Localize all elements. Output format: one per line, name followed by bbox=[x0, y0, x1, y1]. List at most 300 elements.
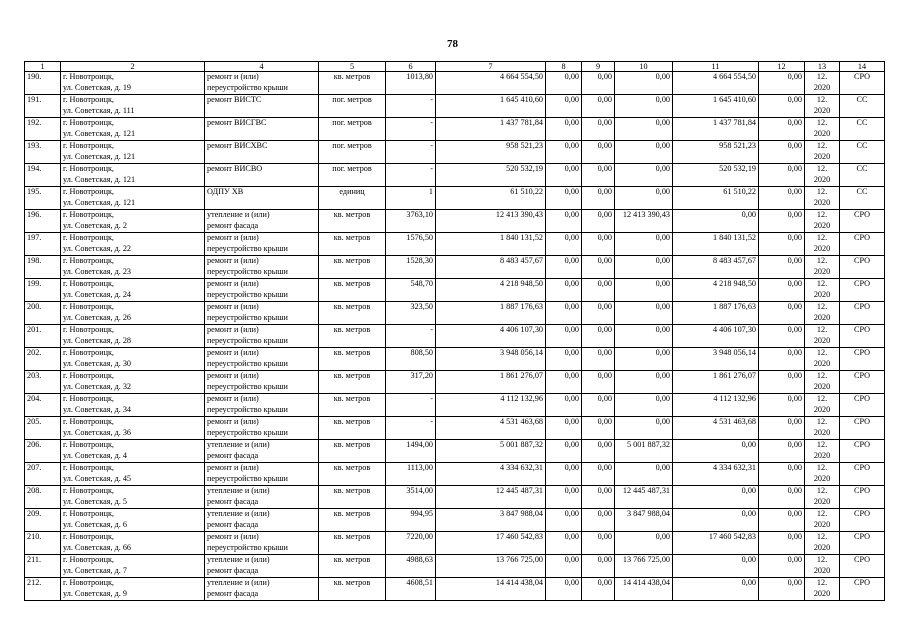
row-number-cell: 199. bbox=[25, 279, 61, 302]
fund-method-cell: СРО bbox=[840, 486, 885, 509]
deadline-cell: 12. 2020 bbox=[805, 371, 840, 394]
col-11-cell: 8 483 457,67 bbox=[673, 256, 759, 279]
work-type-cell: ремонт и (или) переустройство крыши bbox=[205, 394, 319, 417]
total-cost-cell: 1 887 176,63 bbox=[436, 302, 546, 325]
col-8-cell: 0,00 bbox=[546, 279, 582, 302]
col-10-cell: 0,00 bbox=[615, 302, 673, 325]
col-11-cell: 1 437 781,84 bbox=[673, 118, 759, 141]
fund-method-cell: СС bbox=[840, 95, 885, 118]
col-11-cell: 4 112 132,96 bbox=[673, 394, 759, 417]
quantity-cell: - bbox=[386, 95, 436, 118]
column-header-9: 9 bbox=[582, 62, 615, 72]
col-9-cell: 0,00 bbox=[582, 509, 615, 532]
table-row bbox=[25, 164, 885, 187]
col-12-cell: 0,00 bbox=[759, 256, 805, 279]
work-type-cell: ремонт ВИСВО bbox=[205, 164, 319, 187]
col-8-cell: 0,00 bbox=[546, 141, 582, 164]
fund-method-cell: СРО bbox=[840, 325, 885, 348]
col-9-cell: 0,00 bbox=[582, 394, 615, 417]
unit-cell: кв. метров bbox=[319, 555, 386, 578]
column-header-2: 2 bbox=[61, 62, 205, 72]
quantity-cell: 4988,63 bbox=[386, 555, 436, 578]
unit-cell: кв. метров bbox=[319, 578, 386, 601]
col-12-cell: 0,00 bbox=[759, 141, 805, 164]
quantity-cell: 1576,50 bbox=[386, 233, 436, 256]
unit-cell: кв. метров bbox=[319, 371, 386, 394]
work-type-cell: ремонт и (или) переустройство крыши bbox=[205, 348, 319, 371]
deadline-cell: 12. 2020 bbox=[805, 256, 840, 279]
table-row bbox=[25, 210, 885, 233]
total-cost-cell: 4 334 632,31 bbox=[436, 463, 546, 486]
unit-cell: пог. метров bbox=[319, 141, 386, 164]
row-number-cell: 211. bbox=[25, 555, 61, 578]
table-row bbox=[25, 279, 885, 302]
table-row bbox=[25, 256, 885, 279]
deadline-cell: 12. 2020 bbox=[805, 233, 840, 256]
col-9-cell: 0,00 bbox=[582, 72, 615, 95]
col-8-cell: 0,00 bbox=[546, 348, 582, 371]
address-cell: г. Новотроицк, ул. Советская, д. 32 bbox=[61, 371, 205, 394]
col-9-cell: 0,00 bbox=[582, 486, 615, 509]
total-cost-cell: 12 445 487,31 bbox=[436, 486, 546, 509]
col-9-cell: 0,00 bbox=[582, 578, 615, 601]
fund-method-cell: СС bbox=[840, 141, 885, 164]
deadline-cell: 12. 2020 bbox=[805, 302, 840, 325]
col-8-cell: 0,00 bbox=[546, 233, 582, 256]
work-type-cell: ремонт и (или) переустройство крыши bbox=[205, 279, 319, 302]
col-10-cell: 0,00 bbox=[615, 279, 673, 302]
column-header-1: 1 bbox=[25, 62, 61, 72]
col-9-cell: 0,00 bbox=[582, 233, 615, 256]
col-12-cell: 0,00 bbox=[759, 463, 805, 486]
column-header-7: 7 bbox=[436, 62, 546, 72]
fund-method-cell: СРО bbox=[840, 555, 885, 578]
row-number-cell: 198. bbox=[25, 256, 61, 279]
col-11-cell: 1 645 410,60 bbox=[673, 95, 759, 118]
col-8-cell: 0,00 bbox=[546, 555, 582, 578]
address-cell: г. Новотроицк, ул. Советская, д. 30 bbox=[61, 348, 205, 371]
fund-method-cell: СРО bbox=[840, 509, 885, 532]
col-11-cell: 0,00 bbox=[673, 578, 759, 601]
col-11-cell: 4 531 463,68 bbox=[673, 417, 759, 440]
col-10-cell: 0,00 bbox=[615, 325, 673, 348]
col-10-cell: 0,00 bbox=[615, 417, 673, 440]
col-11-cell: 1 887 176,63 bbox=[673, 302, 759, 325]
total-cost-cell: 4 664 554,50 bbox=[436, 72, 546, 95]
total-cost-cell: 17 460 542,83 bbox=[436, 532, 546, 555]
col-11-cell: 0,00 bbox=[673, 555, 759, 578]
col-10-cell: 0,00 bbox=[615, 187, 673, 210]
col-10-cell: 3 847 988,04 bbox=[615, 509, 673, 532]
column-number-header bbox=[25, 62, 885, 72]
work-type-cell: ремонт ВИСХВС bbox=[205, 141, 319, 164]
work-type-cell: утепление и (или) ремонт фасада bbox=[205, 509, 319, 532]
work-type-cell: ремонт и (или) переустройство крыши bbox=[205, 302, 319, 325]
address-cell: г. Новотроицк, ул. Советская, д. 66 bbox=[61, 532, 205, 555]
address-cell: г. Новотроицк, ул. Советская, д. 36 bbox=[61, 417, 205, 440]
col-8-cell: 0,00 bbox=[546, 463, 582, 486]
unit-cell: пог. метров bbox=[319, 95, 386, 118]
col-8-cell: 0,00 bbox=[546, 394, 582, 417]
total-cost-cell: 4 531 463,68 bbox=[436, 417, 546, 440]
col-11-cell: 4 664 554,50 bbox=[673, 72, 759, 95]
unit-cell: кв. метров bbox=[319, 72, 386, 95]
row-number-cell: 202. bbox=[25, 348, 61, 371]
row-number-cell: 204. bbox=[25, 394, 61, 417]
col-12-cell: 0,00 bbox=[759, 394, 805, 417]
table-row bbox=[25, 509, 885, 532]
column-header-13: 13 bbox=[805, 62, 840, 72]
work-type-cell: ремонт и (или) переустройство крыши bbox=[205, 233, 319, 256]
col-9-cell: 0,00 bbox=[582, 95, 615, 118]
col-12-cell: 0,00 bbox=[759, 325, 805, 348]
address-cell: г. Новотроицк, ул. Советская, д. 26 bbox=[61, 302, 205, 325]
fund-method-cell: СРО bbox=[840, 348, 885, 371]
fund-method-cell: СС bbox=[840, 187, 885, 210]
deadline-cell: 12. 2020 bbox=[805, 486, 840, 509]
work-type-cell: ОДПУ ХВ bbox=[205, 187, 319, 210]
work-type-cell: ремонт и (или) переустройство крыши bbox=[205, 532, 319, 555]
total-cost-cell: 12 413 390,43 bbox=[436, 210, 546, 233]
col-9-cell: 0,00 bbox=[582, 256, 615, 279]
col-8-cell: 0,00 bbox=[546, 532, 582, 555]
col-8-cell: 0,00 bbox=[546, 486, 582, 509]
work-type-cell: ремонт ВИСТС bbox=[205, 95, 319, 118]
col-9-cell: 0,00 bbox=[582, 210, 615, 233]
unit-cell: кв. метров bbox=[319, 210, 386, 233]
deadline-cell: 12. 2020 bbox=[805, 348, 840, 371]
work-type-cell: ремонт и (или) переустройство крыши bbox=[205, 72, 319, 95]
col-8-cell: 0,00 bbox=[546, 95, 582, 118]
address-cell: г. Новотроицк, ул. Советская, д. 19 bbox=[61, 72, 205, 95]
work-type-cell: ремонт и (или) переустройство крыши bbox=[205, 417, 319, 440]
total-cost-cell: 520 532,19 bbox=[436, 164, 546, 187]
quantity-cell: 1013,80 bbox=[386, 72, 436, 95]
total-cost-cell: 14 414 438,04 bbox=[436, 578, 546, 601]
address-cell: г. Новотроицк, ул. Советская, д. 121 bbox=[61, 141, 205, 164]
table-row bbox=[25, 371, 885, 394]
address-cell: г. Новотроицк, ул. Советская, д. 7 bbox=[61, 555, 205, 578]
unit-cell: пог. метров bbox=[319, 164, 386, 187]
address-cell: г. Новотроицк, ул. Советская, д. 2 bbox=[61, 210, 205, 233]
col-11-cell: 520 532,19 bbox=[673, 164, 759, 187]
col-11-cell: 0,00 bbox=[673, 486, 759, 509]
table-row bbox=[25, 578, 885, 601]
quantity-cell: 1528,30 bbox=[386, 256, 436, 279]
table-row bbox=[25, 302, 885, 325]
row-number-cell: 200. bbox=[25, 302, 61, 325]
col-12-cell: 0,00 bbox=[759, 509, 805, 532]
col-12-cell: 0,00 bbox=[759, 95, 805, 118]
col-10-cell: 0,00 bbox=[615, 72, 673, 95]
work-type-cell: ремонт и (или) переустройство крыши bbox=[205, 371, 319, 394]
quantity-cell: 1 bbox=[386, 187, 436, 210]
col-8-cell: 0,00 bbox=[546, 325, 582, 348]
col-8-cell: 0,00 bbox=[546, 578, 582, 601]
total-cost-cell: 1 840 131,52 bbox=[436, 233, 546, 256]
col-11-cell: 958 521,23 bbox=[673, 141, 759, 164]
quantity-cell: 4608,51 bbox=[386, 578, 436, 601]
col-10-cell: 0,00 bbox=[615, 95, 673, 118]
deadline-cell: 12. 2020 bbox=[805, 463, 840, 486]
deadline-cell: 12. 2020 bbox=[805, 164, 840, 187]
col-12-cell: 0,00 bbox=[759, 279, 805, 302]
column-header-5: 5 bbox=[319, 62, 386, 72]
col-12-cell: 0,00 bbox=[759, 210, 805, 233]
fund-method-cell: СРО bbox=[840, 279, 885, 302]
unit-cell: пог. метров bbox=[319, 118, 386, 141]
table-row bbox=[25, 463, 885, 486]
deadline-cell: 12. 2020 bbox=[805, 95, 840, 118]
quantity-cell: 994,95 bbox=[386, 509, 436, 532]
unit-cell: единиц bbox=[319, 187, 386, 210]
table-row bbox=[25, 486, 885, 509]
row-number-cell: 207. bbox=[25, 463, 61, 486]
table-row bbox=[25, 187, 885, 210]
unit-cell: кв. метров bbox=[319, 279, 386, 302]
col-10-cell: 0,00 bbox=[615, 348, 673, 371]
col-11-cell: 4 218 948,50 bbox=[673, 279, 759, 302]
deadline-cell: 12. 2020 bbox=[805, 509, 840, 532]
col-8-cell: 0,00 bbox=[546, 509, 582, 532]
col-10-cell: 0,00 bbox=[615, 256, 673, 279]
quantity-cell: - bbox=[386, 417, 436, 440]
col-9-cell: 0,00 bbox=[582, 440, 615, 463]
col-12-cell: 0,00 bbox=[759, 532, 805, 555]
col-12-cell: 0,00 bbox=[759, 164, 805, 187]
address-cell: г. Новотроицк, ул. Советская, д. 5 bbox=[61, 486, 205, 509]
total-cost-cell: 4 112 132,96 bbox=[436, 394, 546, 417]
fund-method-cell: СРО bbox=[840, 463, 885, 486]
col-10-cell: 0,00 bbox=[615, 371, 673, 394]
col-10-cell: 0,00 bbox=[615, 532, 673, 555]
col-12-cell: 0,00 bbox=[759, 233, 805, 256]
fund-method-cell: СРО bbox=[840, 532, 885, 555]
col-10-cell: 12 445 487,31 bbox=[615, 486, 673, 509]
deadline-cell: 12. 2020 bbox=[805, 141, 840, 164]
fund-method-cell: СРО bbox=[840, 210, 885, 233]
col-9-cell: 0,00 bbox=[582, 141, 615, 164]
col-8-cell: 0,00 bbox=[546, 72, 582, 95]
work-type-cell: утепление и (или) ремонт фасада bbox=[205, 555, 319, 578]
row-number-cell: 191. bbox=[25, 95, 61, 118]
col-10-cell: 0,00 bbox=[615, 164, 673, 187]
total-cost-cell: 8 483 457,67 bbox=[436, 256, 546, 279]
col-10-cell: 5 001 887,32 bbox=[615, 440, 673, 463]
quantity-cell: 323,50 bbox=[386, 302, 436, 325]
address-cell: г. Новотроицк, ул. Советская, д. 22 bbox=[61, 233, 205, 256]
deadline-cell: 12. 2020 bbox=[805, 325, 840, 348]
address-cell: г. Новотроицк, ул. Советская, д. 23 bbox=[61, 256, 205, 279]
quantity-cell: - bbox=[386, 394, 436, 417]
unit-cell: кв. метров bbox=[319, 348, 386, 371]
col-8-cell: 0,00 bbox=[546, 371, 582, 394]
work-type-cell: ремонт ВИСГВС bbox=[205, 118, 319, 141]
work-type-cell: ремонт и (или) переустройство крыши bbox=[205, 325, 319, 348]
deadline-cell: 12. 2020 bbox=[805, 394, 840, 417]
table-row bbox=[25, 555, 885, 578]
row-number-cell: 190. bbox=[25, 72, 61, 95]
table-row bbox=[25, 417, 885, 440]
row-number-cell: 192. bbox=[25, 118, 61, 141]
quantity-cell: - bbox=[386, 325, 436, 348]
column-header-4: 4 bbox=[205, 62, 319, 72]
col-10-cell: 0,00 bbox=[615, 463, 673, 486]
col-12-cell: 0,00 bbox=[759, 118, 805, 141]
work-type-cell: ремонт и (или) переустройство крыши bbox=[205, 256, 319, 279]
table-row bbox=[25, 72, 885, 95]
unit-cell: кв. метров bbox=[319, 233, 386, 256]
total-cost-cell: 13 766 725,00 bbox=[436, 555, 546, 578]
unit-cell: кв. метров bbox=[319, 394, 386, 417]
address-cell: г. Новотроицк, ул. Советская, д. 28 bbox=[61, 325, 205, 348]
fund-method-cell: СС bbox=[840, 164, 885, 187]
col-10-cell: 0,00 bbox=[615, 394, 673, 417]
col-9-cell: 0,00 bbox=[582, 118, 615, 141]
work-type-cell: утепление и (или) ремонт фасада bbox=[205, 578, 319, 601]
col-10-cell: 0,00 bbox=[615, 233, 673, 256]
column-header-10: 10 bbox=[615, 62, 673, 72]
quantity-cell: 808,50 bbox=[386, 348, 436, 371]
col-11-cell: 4 406 107,30 bbox=[673, 325, 759, 348]
quantity-cell: 7220,00 bbox=[386, 532, 436, 555]
col-11-cell: 17 460 542,83 bbox=[673, 532, 759, 555]
col-11-cell: 0,00 bbox=[673, 440, 759, 463]
col-11-cell: 4 334 632,31 bbox=[673, 463, 759, 486]
unit-cell: кв. метров bbox=[319, 532, 386, 555]
quantity-cell: 3763,10 bbox=[386, 210, 436, 233]
table-row bbox=[25, 348, 885, 371]
fund-method-cell: СРО bbox=[840, 72, 885, 95]
unit-cell: кв. метров bbox=[319, 440, 386, 463]
work-type-cell: утепление и (или) ремонт фасада bbox=[205, 440, 319, 463]
fund-method-cell: СРО bbox=[840, 302, 885, 325]
row-number-cell: 212. bbox=[25, 578, 61, 601]
row-number-cell: 197. bbox=[25, 233, 61, 256]
col-8-cell: 0,00 bbox=[546, 440, 582, 463]
row-number-cell: 205. bbox=[25, 417, 61, 440]
deadline-cell: 12. 2020 bbox=[805, 72, 840, 95]
col-9-cell: 0,00 bbox=[582, 348, 615, 371]
col-9-cell: 0,00 bbox=[582, 555, 615, 578]
col-10-cell: 0,00 bbox=[615, 141, 673, 164]
address-cell: г. Новотроицк, ул. Советская, д. 111 bbox=[61, 95, 205, 118]
work-type-cell: утепление и (или) ремонт фасада bbox=[205, 210, 319, 233]
deadline-cell: 12. 2020 bbox=[805, 187, 840, 210]
col-10-cell: 12 413 390,43 bbox=[615, 210, 673, 233]
col-11-cell: 0,00 bbox=[673, 210, 759, 233]
deadline-cell: 12. 2020 bbox=[805, 532, 840, 555]
deadline-cell: 12. 2020 bbox=[805, 578, 840, 601]
unit-cell: кв. метров bbox=[319, 256, 386, 279]
quantity-cell: 548,70 bbox=[386, 279, 436, 302]
col-9-cell: 0,00 bbox=[582, 325, 615, 348]
col-8-cell: 0,00 bbox=[546, 164, 582, 187]
col-12-cell: 0,00 bbox=[759, 187, 805, 210]
table-row bbox=[25, 440, 885, 463]
col-9-cell: 0,00 bbox=[582, 279, 615, 302]
fund-method-cell: СРО bbox=[840, 578, 885, 601]
quantity-cell: - bbox=[386, 164, 436, 187]
total-cost-cell: 5 001 887,32 bbox=[436, 440, 546, 463]
fund-method-cell: СРО bbox=[840, 256, 885, 279]
col-9-cell: 0,00 bbox=[582, 164, 615, 187]
quantity-cell: 1494,00 bbox=[386, 440, 436, 463]
col-8-cell: 0,00 bbox=[546, 417, 582, 440]
fund-method-cell: СРО bbox=[840, 417, 885, 440]
col-12-cell: 0,00 bbox=[759, 417, 805, 440]
total-cost-cell: 1 645 410,60 bbox=[436, 95, 546, 118]
total-cost-cell: 1 437 781,84 bbox=[436, 118, 546, 141]
col-12-cell: 0,00 bbox=[759, 440, 805, 463]
col-10-cell: 13 766 725,00 bbox=[615, 555, 673, 578]
col-11-cell: 61 510,22 bbox=[673, 187, 759, 210]
col-10-cell: 0,00 bbox=[615, 118, 673, 141]
address-cell: г. Новотроицк, ул. Советская, д. 121 bbox=[61, 164, 205, 187]
deadline-cell: 12. 2020 bbox=[805, 555, 840, 578]
quantity-cell: 317,20 bbox=[386, 371, 436, 394]
row-number-cell: 206. bbox=[25, 440, 61, 463]
address-cell: г. Новотроицк, ул. Советская, д. 45 bbox=[61, 463, 205, 486]
col-8-cell: 0,00 bbox=[546, 302, 582, 325]
col-11-cell: 1 840 131,52 bbox=[673, 233, 759, 256]
total-cost-cell: 61 510,22 bbox=[436, 187, 546, 210]
column-header-8: 8 bbox=[546, 62, 582, 72]
deadline-cell: 12. 2020 bbox=[805, 279, 840, 302]
column-header-11: 11 bbox=[673, 62, 759, 72]
table-row bbox=[25, 141, 885, 164]
col-11-cell: 1 861 276,07 bbox=[673, 371, 759, 394]
work-type-cell: ремонт и (или) переустройство крыши bbox=[205, 463, 319, 486]
row-number-cell: 194. bbox=[25, 164, 61, 187]
col-12-cell: 0,00 bbox=[759, 302, 805, 325]
col-9-cell: 0,00 bbox=[582, 463, 615, 486]
unit-cell: кв. метров bbox=[319, 417, 386, 440]
address-cell: г. Новотроицк, ул. Советская, д. 34 bbox=[61, 394, 205, 417]
col-11-cell: 0,00 bbox=[673, 509, 759, 532]
column-header-14: 14 bbox=[840, 62, 885, 72]
col-12-cell: 0,00 bbox=[759, 486, 805, 509]
col-11-cell: 3 948 056,14 bbox=[673, 348, 759, 371]
deadline-cell: 12. 2020 bbox=[805, 210, 840, 233]
col-8-cell: 0,00 bbox=[546, 187, 582, 210]
column-header-12: 12 bbox=[759, 62, 805, 72]
col-12-cell: 0,00 bbox=[759, 348, 805, 371]
quantity-cell: 3514,00 bbox=[386, 486, 436, 509]
row-number-cell: 208. bbox=[25, 486, 61, 509]
quantity-cell: - bbox=[386, 118, 436, 141]
table-row bbox=[25, 532, 885, 555]
unit-cell: кв. метров bbox=[319, 325, 386, 348]
fund-method-cell: СС bbox=[840, 118, 885, 141]
table-body bbox=[25, 72, 885, 601]
col-9-cell: 0,00 bbox=[582, 187, 615, 210]
row-number-cell: 210. bbox=[25, 532, 61, 555]
unit-cell: кв. метров bbox=[319, 302, 386, 325]
table-row bbox=[25, 95, 885, 118]
total-cost-cell: 3 948 056,14 bbox=[436, 348, 546, 371]
deadline-cell: 12. 2020 bbox=[805, 417, 840, 440]
col-9-cell: 0,00 bbox=[582, 302, 615, 325]
col-12-cell: 0,00 bbox=[759, 72, 805, 95]
work-type-cell: утепление и (или) ремонт фасада bbox=[205, 486, 319, 509]
fund-method-cell: СРО bbox=[840, 394, 885, 417]
col-12-cell: 0,00 bbox=[759, 578, 805, 601]
address-cell: г. Новотроицк, ул. Советская, д. 9 bbox=[61, 578, 205, 601]
col-8-cell: 0,00 bbox=[546, 210, 582, 233]
row-number-cell: 209. bbox=[25, 509, 61, 532]
col-8-cell: 0,00 bbox=[546, 256, 582, 279]
